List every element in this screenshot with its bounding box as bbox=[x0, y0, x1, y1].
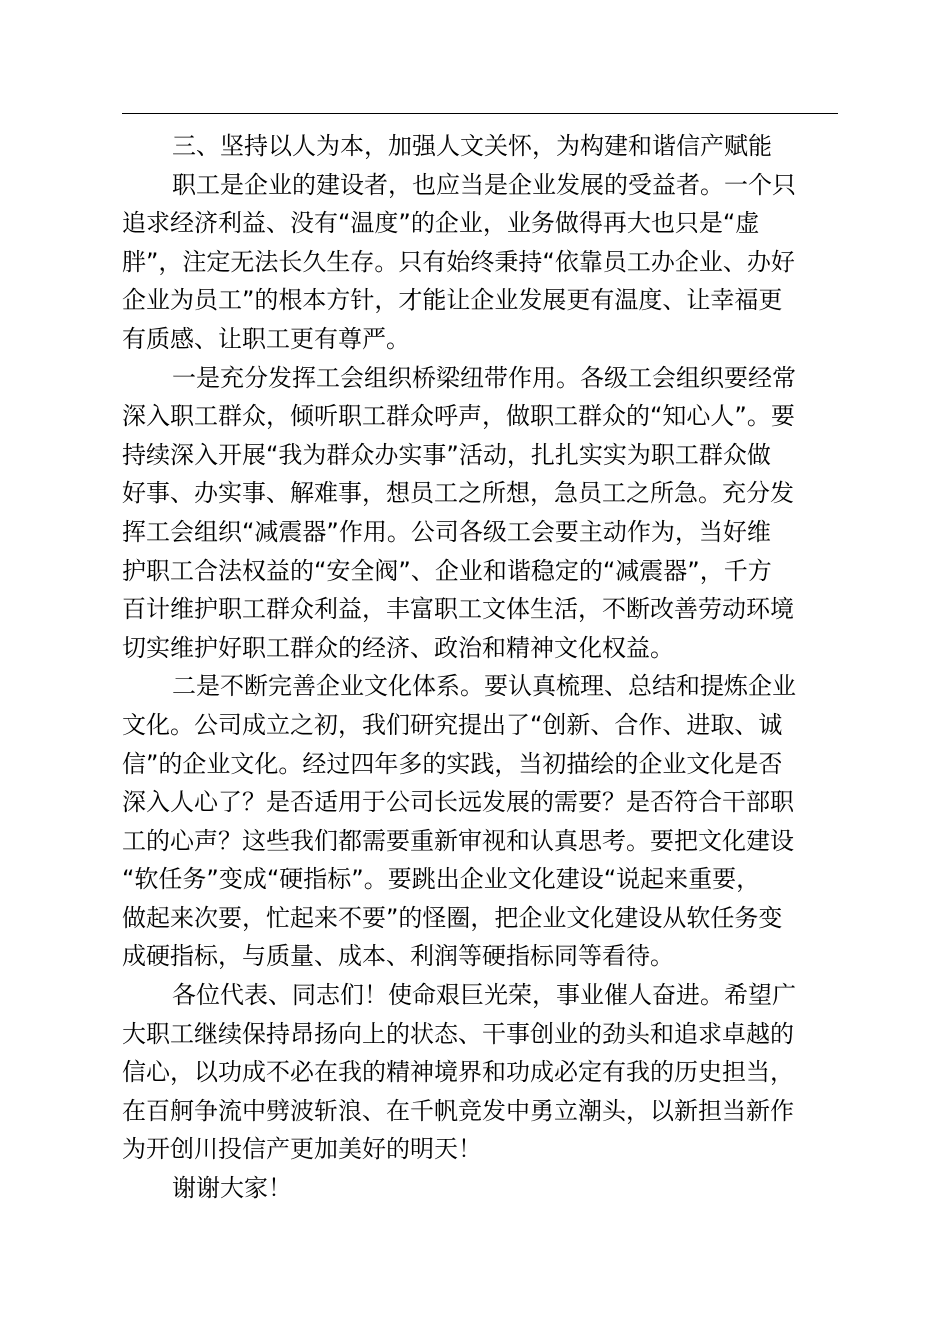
text-line: 追求经济利益、没有“温度”的企业，业务做得再大也只是“虚 bbox=[122, 209, 760, 238]
text-line: 谢谢大家！ bbox=[172, 1174, 292, 1203]
text-line: 工的心声？这些我们都需要重新审视和认真思考。要把文化建设 bbox=[122, 826, 794, 855]
text-line: 切实维护好职工群众的经济、政治和精神文化权益。 bbox=[122, 633, 674, 662]
text-line: 为开创川投信产更加美好的明天！ bbox=[122, 1135, 482, 1164]
text-line: 胖”，注定无法长久生存。只有始终秉持“依靠员工办企业、办好 bbox=[122, 247, 795, 276]
text-line: 百计维护职工群众利益，丰富职工文体生活，不断改善劳动环境 bbox=[122, 595, 794, 624]
text-line: 各位代表、同志们！使命艰巨光荣，事业催人奋进。希望广 bbox=[172, 981, 796, 1010]
text-line: 企业为员工”的根本方针，才能让企业发展更有温度、让幸福更 bbox=[122, 286, 783, 315]
text-line: 挥工会组织“减震器”作用。公司各级工会要主动作为，当好维 bbox=[122, 517, 771, 546]
text-line: 二是不断完善企业文化体系。要认真梳理、总结和提炼企业 bbox=[172, 672, 796, 701]
text-line: 大职工继续保持昂扬向上的状态、干事创业的劲头和追求卓越的 bbox=[122, 1019, 794, 1048]
text-line: 持续深入开展“我为群众办实事”活动，扎扎实实为职工群众做 bbox=[122, 440, 771, 469]
header-rule bbox=[122, 113, 838, 114]
text-line: 好事、办实事、解难事，想员工之所想，急员工之所急。充分发 bbox=[122, 479, 794, 508]
text-line: 三、坚持以人为本，加强人文关怀，为构建和谐信产赋能 bbox=[172, 132, 772, 160]
text-line: 在百舸争流中劈波斩浪、在千帆竞发中勇立潮头，以新担当新作 bbox=[122, 1096, 794, 1125]
document-body bbox=[122, 127, 838, 1208]
text-line: 深入人心了？是否适用于公司长远发展的需要？是否符合干部职 bbox=[122, 788, 794, 817]
text-line: 信”的企业文化。经过四年多的实践，当初描绘的企业文化是否 bbox=[122, 749, 783, 778]
text-line: 职工是企业的建设者，也应当是企业发展的受益者。一个只 bbox=[172, 170, 796, 199]
text-line: 护职工合法权益的“安全阀”、企业和谐稳定的“减震器”，千方 bbox=[122, 556, 772, 585]
text-line: 文化。公司成立之初，我们研究提出了“创新、合作、进取、诚 bbox=[122, 710, 783, 739]
text-line: 有质感、让职工更有尊严。 bbox=[122, 324, 410, 353]
text-line: 信心，以功成不必在我的精神境界和功成必定有我的历史担当， bbox=[122, 1058, 794, 1087]
text-line: 做起来次要，忙起来不要”的怪圈，把企业文化建设从软任务变 bbox=[122, 903, 783, 932]
text-line: 成硬指标，与质量、成本、利润等硬指标同等看待。 bbox=[122, 942, 674, 971]
text-line: 一是充分发挥工会组织桥梁纽带作用。各级工会组织要经常 bbox=[172, 363, 796, 392]
text-line: 深入职工群众，倾听职工群众呼声，做职工群众的“知心人”。要 bbox=[122, 402, 795, 431]
text-line: “软任务”变成“硬指标”。要跳出企业文化建设“说起来重要， bbox=[122, 865, 761, 894]
